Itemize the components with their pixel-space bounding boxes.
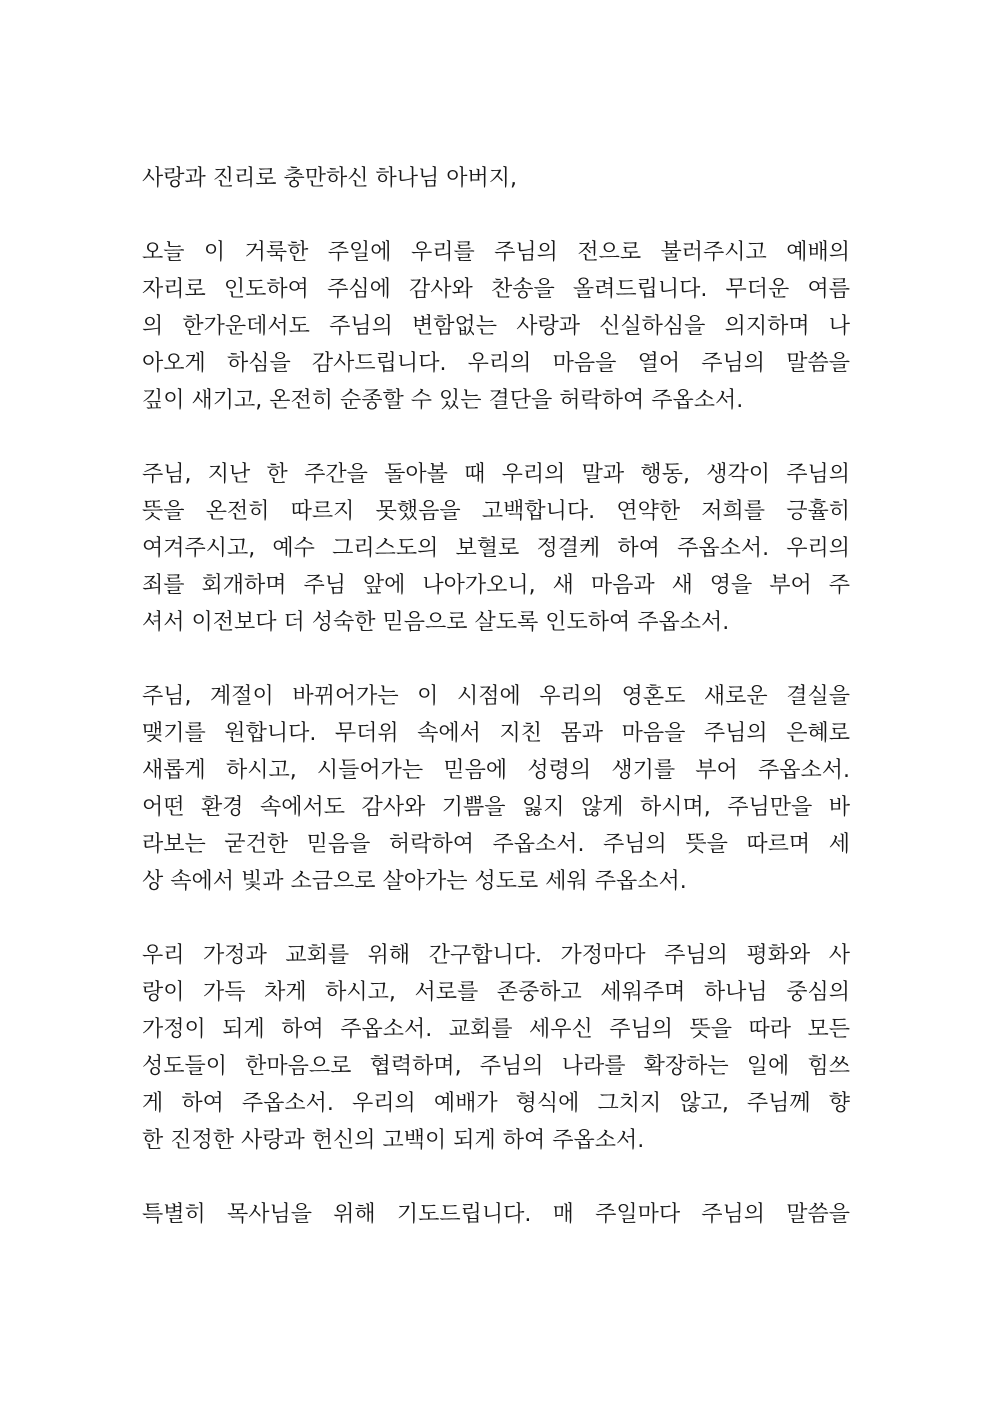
text-line: 자리로 인도하여 주심에 감사와 찬송을 올려드립니다. 무더운 여름: [142, 277, 850, 302]
paragraph-5: [142, 937, 850, 1159]
text-line: 어떤 환경 속에서도 감사와 기쁨을 잃지 않게 하시며, 주님만을 바: [142, 795, 850, 820]
text-line: 라보는 굳건한 믿음을 허락하여 주옵소서. 주님의 뜻을 따르며 세: [142, 832, 850, 857]
text-line: 랑이 가득 차게 하시고, 서로를 존중하고 세워주며 하나님 중심의: [142, 980, 850, 1005]
prayer-text: [142, 160, 850, 1270]
paragraph-2: [142, 234, 850, 419]
text-line: 한 진정한 사랑과 헌신의 고백이 되게 하여 주옵소서.: [142, 1128, 645, 1153]
text-line: 가정이 되게 하여 주옵소서. 교회를 세우신 주님의 뜻을 따라 모든: [142, 1017, 850, 1042]
text-line: 게 하여 주옵소서. 우리의 예배가 형식에 그치지 않고, 주님께 향: [142, 1091, 850, 1116]
text-line: 성도들이 한마음으로 협력하며, 주님의 나라를 확장하는 일에 힘쓰: [142, 1054, 850, 1079]
paragraph-4: [142, 678, 850, 900]
text-line: 여겨주시고, 예수 그리스도의 보혈로 정결케 하여 주옵소서. 우리의: [142, 536, 850, 561]
text-line: 상 속에서 빛과 소금으로 살아가는 성도로 세워 주옵소서.: [142, 869, 687, 894]
paragraph-1: [142, 160, 850, 197]
text-line: 사랑과 진리로 충만하신 하나님 아버지,: [142, 166, 517, 191]
text-line: 셔서 이전보다 더 성숙한 믿음으로 살도록 인도하여 주옵소서.: [142, 610, 730, 635]
text-line: 주님, 지난 한 주간을 돌아볼 때 우리의 말과 행동, 생각이 주님의: [142, 462, 850, 487]
paragraph-3: [142, 456, 850, 641]
text-line: 의 한가운데서도 주님의 변함없는 사랑과 신실하심을 의지하며 나: [142, 314, 850, 339]
text-line: 깊이 새기고, 온전히 순종할 수 있는 결단을 허락하여 주옵소서.: [142, 388, 744, 413]
text-line: 죄를 회개하며 주님 앞에 나아가오니, 새 마음과 새 영을 부어 주: [142, 573, 850, 598]
text-line: 주님, 계절이 바뀌어가는 이 시점에 우리의 영혼도 새로운 결실을: [142, 684, 850, 709]
text-line: 맺기를 원합니다. 무더위 속에서 지친 몸과 마음을 주님의 은혜로: [142, 721, 850, 746]
text-line: 아오게 하심을 감사드립니다. 우리의 마음을 열어 주님의 말씀을: [142, 351, 850, 376]
paragraph-6: [142, 1196, 850, 1233]
text-line: 오늘 이 거룩한 주일에 우리를 주님의 전으로 불러주시고 예배의: [142, 240, 850, 265]
text-line: 뜻을 온전히 따르지 못했음을 고백합니다. 연약한 저희를 긍휼히: [142, 499, 850, 524]
text-line: 우리 가정과 교회를 위해 간구합니다. 가정마다 주님의 평화와 사: [142, 943, 850, 968]
text-line: 새롭게 하시고, 시들어가는 믿음에 성령의 생기를 부어 주옵소서.: [142, 758, 850, 783]
text-line: 특별히 목사님을 위해 기도드립니다. 매 주일마다 주님의 말씀을: [142, 1202, 850, 1227]
